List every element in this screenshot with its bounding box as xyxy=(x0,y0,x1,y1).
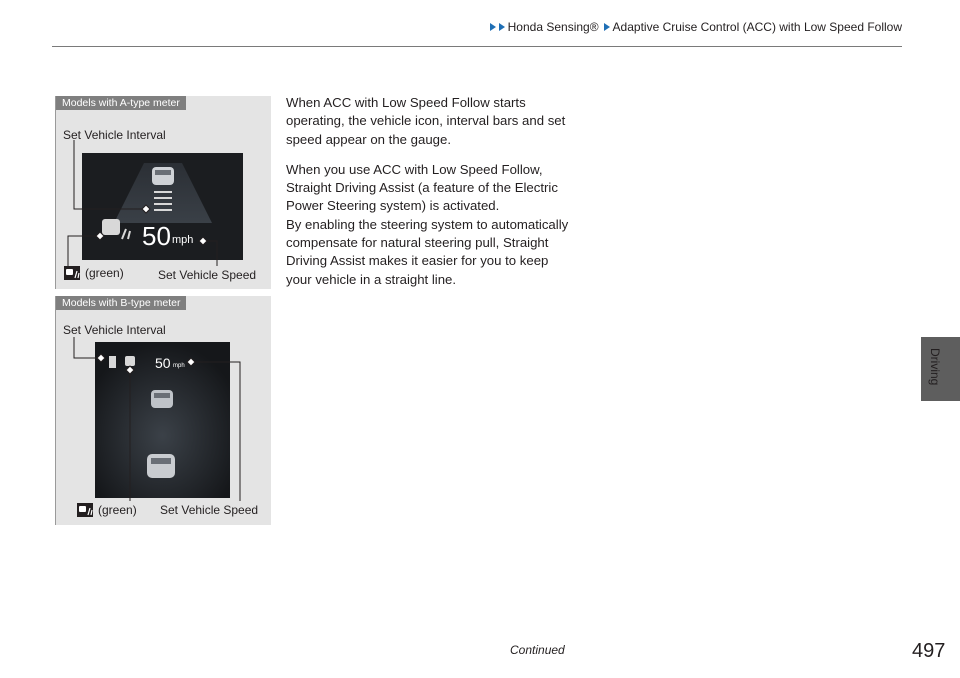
body-paragraph: By enabling the steering system to automatically compensate for natural steering pull, Straight Driving Assist makes it easier for you to keep your vehicle in a straight line. xyxy=(286,216,569,287)
chapter-tab-label: Driving xyxy=(928,348,942,386)
chapter-tab-label-wrap xyxy=(922,348,954,448)
label-set-vehicle-interval: Set Vehicle Interval xyxy=(63,128,166,142)
label-green: (green) xyxy=(85,266,124,280)
acc-green-vehicle-icon xyxy=(77,503,93,517)
callout-line-interval xyxy=(74,337,101,358)
callout-diamond-icon xyxy=(96,232,104,240)
body-paragraph: When ACC with Low Speed Follow starts operating, the vehicle icon, interval bars and set speed appear on the gauge. xyxy=(286,95,566,147)
callout-line-speed xyxy=(203,241,217,266)
set-speed-unit: mph xyxy=(172,234,194,246)
continued-label: Continued xyxy=(510,643,565,657)
breadcrumb-arrow-icon xyxy=(490,23,496,31)
body-text xyxy=(286,94,576,289)
breadcrumb-arrow-icon xyxy=(604,23,610,31)
callout-line-speed xyxy=(191,362,240,501)
breadcrumb-arrow-icon xyxy=(499,23,505,31)
breadcrumb-subsection[interactable]: Adaptive Cruise Control (ACC) with Low Speed Follow xyxy=(612,20,902,34)
callout-diamond-icon xyxy=(126,366,134,374)
set-speed-unit: mph xyxy=(173,363,185,369)
callout-line-interval xyxy=(74,140,146,209)
callout-line-green xyxy=(68,236,100,266)
label-green: (green) xyxy=(98,503,137,517)
callouts-a xyxy=(55,96,270,289)
label-set-vehicle-speed: Set Vehicle Speed xyxy=(158,268,257,282)
label-set-vehicle-interval: Set Vehicle Interval xyxy=(63,323,166,337)
breadcrumb xyxy=(490,20,902,34)
callout-diamond-icon xyxy=(142,205,150,213)
callout-diamond-icon xyxy=(97,354,105,362)
label-set-vehicle-speed: Set Vehicle Speed xyxy=(160,503,259,517)
header-divider xyxy=(52,46,902,47)
breadcrumb-section[interactable]: Honda Sensing® xyxy=(507,20,599,34)
callout-diamond-icon xyxy=(187,358,195,366)
callout-diamond-icon xyxy=(199,237,207,245)
set-speed-value: 50 xyxy=(155,355,171,371)
callouts-b xyxy=(55,296,270,525)
acc-green-vehicle-icon xyxy=(64,266,80,280)
body-paragraph: When you use ACC with Low Speed Follow, Straight Driving Assist (a feature of the Electric Power Steering system) is activated. xyxy=(286,161,558,214)
page-number: 497 xyxy=(912,640,946,662)
figure-tag-a: Models with A-type meter xyxy=(56,96,186,110)
set-speed-value: 50 xyxy=(142,221,171,251)
figure-tag-b: Models with B-type meter xyxy=(56,296,186,310)
page-header xyxy=(0,0,960,46)
